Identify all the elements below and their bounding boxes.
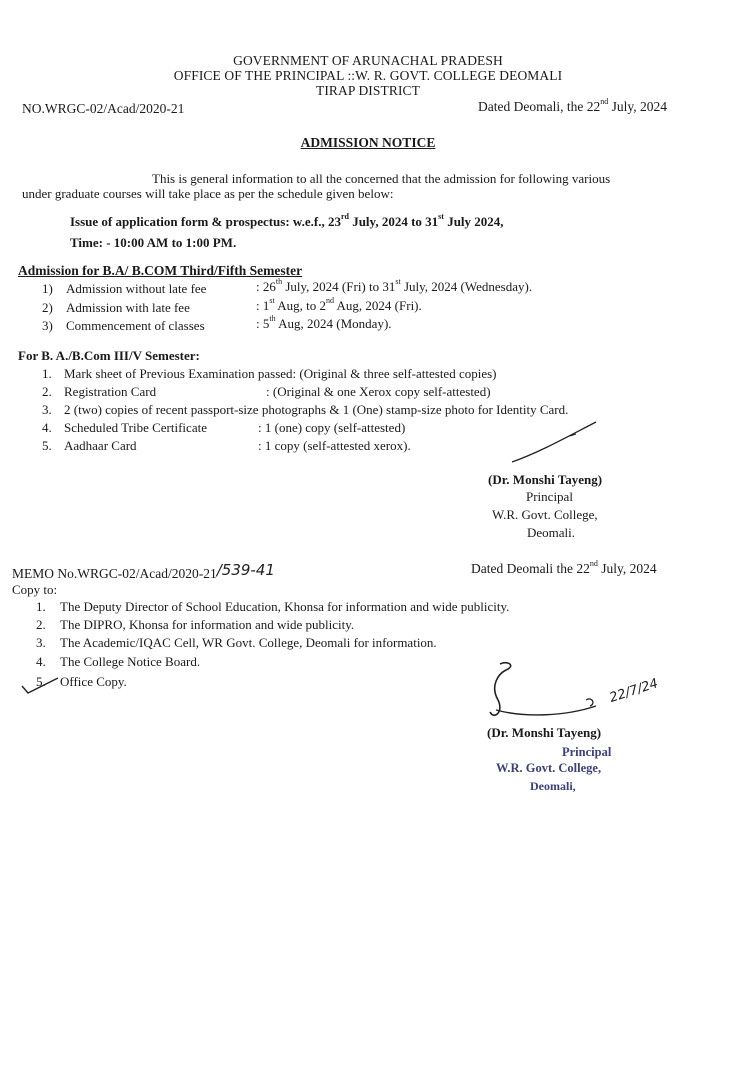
copy-to-item-text: The College Notice Board.: [60, 654, 201, 669]
handwritten-date: 22/7/24: [607, 676, 660, 706]
issue-period: Issue of application form & prospectus: w.e.f., 23rd July, 2024 to 31st July 2024,: [70, 212, 504, 229]
document-item-value: : 1 (one) copy (self-attested): [258, 420, 406, 435]
admission-item-date: : 5th Aug, 2024 (Monday).: [256, 314, 392, 331]
signatory-place: Deomali.: [527, 525, 576, 540]
signature-handwritten: [486, 660, 686, 730]
document-item-label: Scheduled Tribe Certificate: [64, 420, 207, 435]
admission-item-date: : 26th July, 2024 (Fri) to 31st July, 2024 (Wednesday).: [256, 277, 533, 294]
copy-to-item-text: The Academic/IQAC Cell, WR Govt. College, Deomali for information.: [60, 635, 437, 650]
reference-date: Dated Deomali, the 22nd July, 2024: [478, 97, 667, 114]
memo-handwritten-number: /539-41: [216, 561, 275, 579]
copy-to-item-text: The DIPRO, Khonsa for information and wide publicity.: [60, 617, 355, 632]
memo-number: MEMO No.WRGC-02/Acad/2020-21/539-41: [12, 561, 275, 581]
notice-title: ADMISSION NOTICE: [300, 135, 436, 150]
copy-to-item-number: 5.: [36, 674, 46, 689]
admission-item-number: 2): [42, 300, 53, 315]
memo-date: Dated Deomali the 22nd July, 2024: [471, 559, 657, 576]
signatory-college: W.R. Govt. College,: [492, 507, 598, 522]
admission-item-date: : 1st Aug, to 2nd Aug, 2024 (Fri).: [256, 296, 422, 313]
stamp-place: Deomali,: [530, 779, 576, 793]
header-office: OFFICE OF THE PRINCIPAL ::W. R. GOVT. COLLEGE DEOMALI: [173, 68, 563, 83]
copy-to-item-number: 3.: [36, 635, 46, 650]
header-government: GOVERNMENT OF ARUNACHAL PRADESH: [233, 53, 503, 68]
copy-to-label: Copy to:: [12, 582, 58, 597]
document-item-label: Mark sheet of Previous Examination passed: (Original & three self-attested copies): [64, 366, 497, 381]
header-district: TIRAP DISTRICT: [315, 83, 421, 98]
stamp-name: (Dr. Monshi Tayeng): [487, 725, 602, 740]
document-item-number: 2.: [42, 384, 52, 399]
reference-number: NO.WRGC-02/Acad/2020-21: [22, 101, 185, 116]
document-item-number: 3.: [42, 402, 52, 417]
document-item-number: 1.: [42, 366, 52, 381]
signature-stroke: [510, 418, 600, 468]
copy-to-item-number: 2.: [36, 617, 46, 632]
signatory-name: (Dr. Monshi Tayeng): [488, 472, 603, 487]
document-item-value: : (Original & one Xerox copy self-attested): [266, 384, 491, 399]
intro-line-1: This is general information to all the concerned that the admission for following various: [152, 171, 611, 186]
admission-heading: Admission for B.A/ B.COM Third/Fifth Semester: [18, 263, 303, 278]
admission-item-label: Admission with late fee: [66, 300, 190, 315]
signatory-designation: Principal: [526, 489, 573, 504]
admission-item-number: 3): [42, 318, 53, 333]
document-item-number: 4.: [42, 420, 52, 435]
checkmark-icon: [20, 676, 60, 696]
documents-heading: For B. A./B.Com III/V Semester:: [18, 348, 200, 363]
document-item-label: 2 (two) copies of recent passport-size photographs & 1 (One) stamp-size photo for Identity Card.: [64, 402, 569, 417]
stamp-designation: Principal: [562, 745, 612, 759]
copy-to-item-number: 4.: [36, 654, 46, 669]
issue-time: Time: - 10:00 AM to 1:00 PM.: [70, 235, 237, 250]
intro-line-2: under graduate courses will take place as per the schedule given below:: [22, 186, 394, 201]
copy-to-item-text: The Deputy Director of School Education, Khonsa for information and wide publicity.: [60, 599, 510, 614]
admission-item-label: Admission without late fee: [66, 281, 207, 296]
admission-item-label: Commencement of classes: [66, 318, 205, 333]
document-item-label: Registration Card: [64, 384, 157, 399]
document-item-label: Aadhaar Card: [64, 438, 137, 453]
document-item-number: 5.: [42, 438, 52, 453]
copy-to-item-number: 1.: [36, 599, 46, 614]
copy-to-item-text: Office Copy.: [60, 674, 127, 689]
document-item-value: : 1 copy (self-attested xerox).: [258, 438, 411, 453]
admission-item-number: 1): [42, 281, 53, 296]
stamp-college: W.R. Govt. College,: [496, 761, 602, 775]
